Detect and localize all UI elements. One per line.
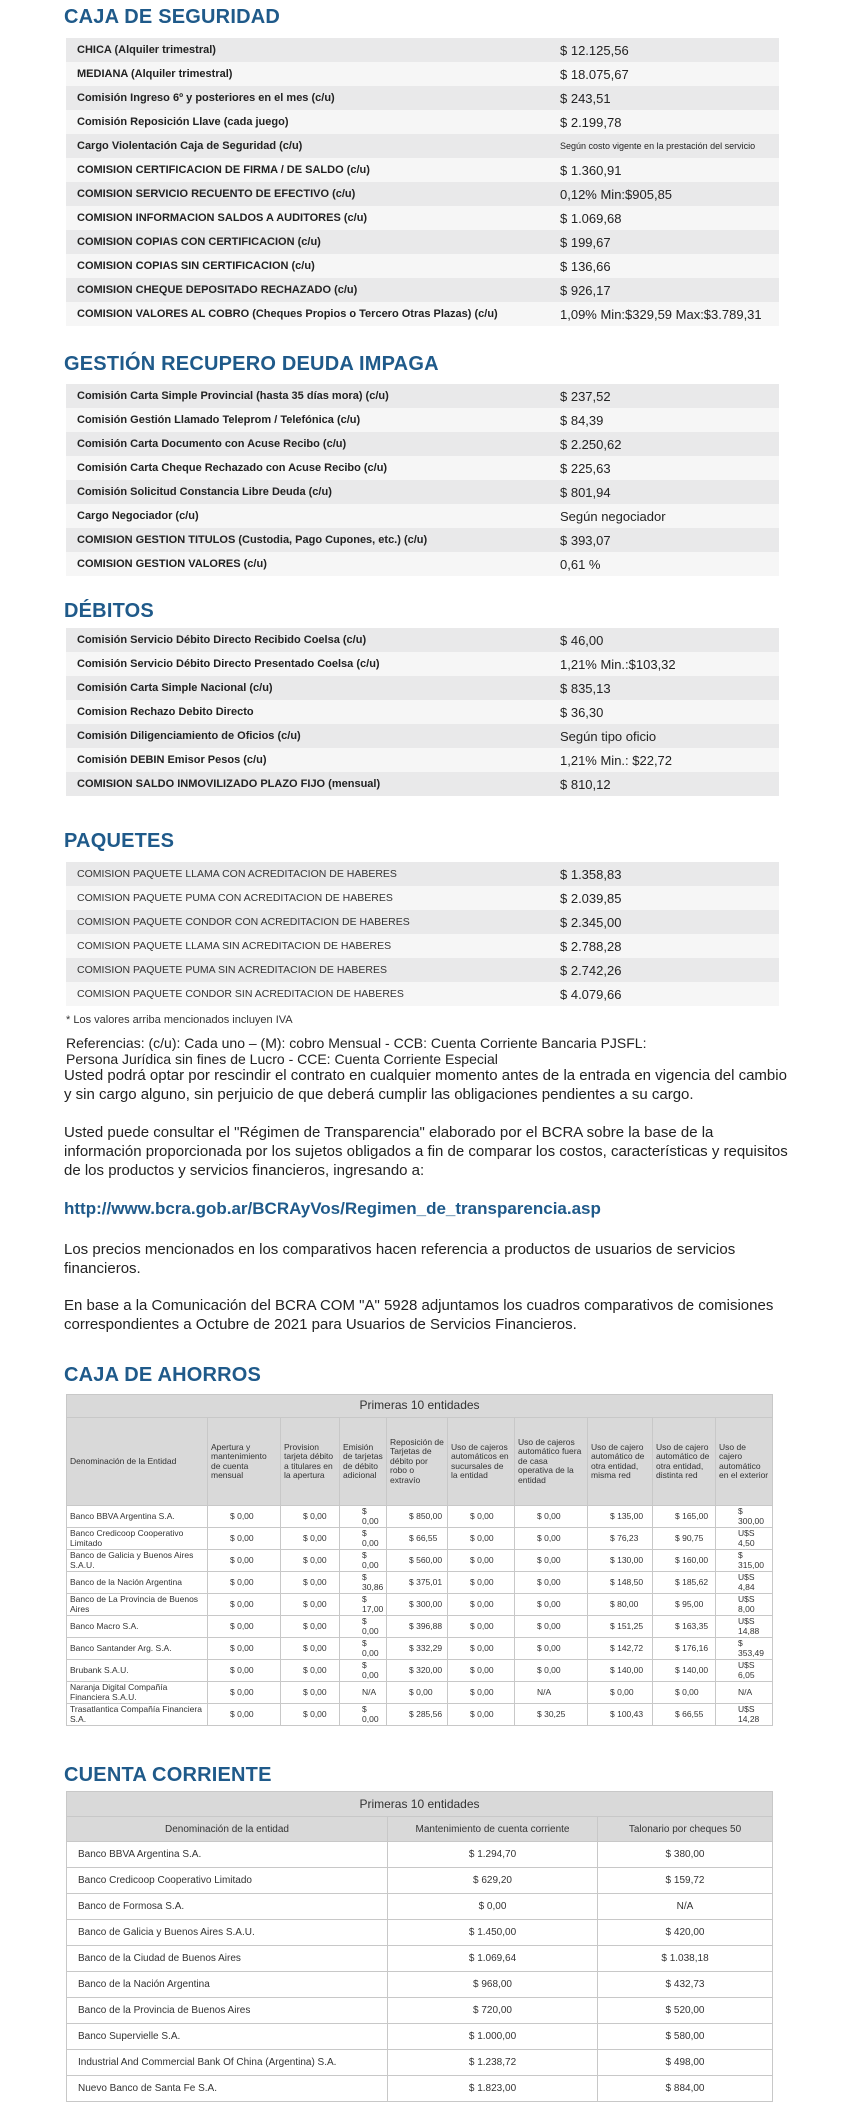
entity-name: Banco de Formosa S.A. — [67, 1894, 388, 1920]
table-cell: $ 0,00 — [340, 1506, 387, 1528]
table-cell: $ 968,00 — [388, 1972, 598, 1998]
fee-label: CHICA (Alquiler trimestral) — [66, 38, 549, 62]
fee-row — [66, 158, 779, 182]
table-cell: $ 0,00 — [281, 1660, 340, 1682]
fee-value: $ 926,17 — [549, 278, 779, 302]
column-header: Uso de cajeros automáticos en sucursales de la entidad — [448, 1418, 515, 1506]
fee-value: $ 2.345,00 — [549, 910, 779, 934]
table-cell: $ 520,00 — [598, 1998, 773, 2024]
fee-label: MEDIANA (Alquiler trimestral) — [66, 62, 549, 86]
table-cell: $ 100,43 — [588, 1704, 653, 1726]
table-cell: $ 135,00 — [588, 1506, 653, 1528]
table-cell: $ 0,00 — [588, 1682, 653, 1704]
table-cell: $ 95,00 — [653, 1594, 716, 1616]
fee-label: Comisión Carta Simple Nacional (c/u) — [66, 676, 549, 700]
entity-name: Banco de la Nación Argentina — [67, 1572, 208, 1594]
fee-label: COMISION PAQUETE PUMA CON ACREDITACION DE HABERES — [66, 886, 549, 910]
table-row — [67, 1972, 773, 1998]
table-cell: N/A — [716, 1682, 773, 1704]
fee-label: Comisión Servicio Débito Directo Presentado Coelsa (c/u) — [66, 652, 549, 676]
fee-label: Cargo Negociador (c/u) — [66, 504, 549, 528]
table-cell: $ 629,20 — [388, 1868, 598, 1894]
bcra-link[interactable]: http://www.bcra.gob.ar/BCRAyVos/Regimen_de_transparencia.asp — [64, 1199, 601, 1218]
fee-value: $ 18.075,67 — [549, 62, 779, 86]
section-title-gestion-recupero: GESTIÓN RECUPERO DEUDA IMPAGA — [64, 353, 439, 375]
table-cell: $ 160,00 — [653, 1550, 716, 1572]
entity-name: Banco de la Nación Argentina — [67, 1972, 388, 1998]
table-cell: $ 0,00 — [388, 1894, 598, 1920]
debitos-table — [66, 628, 779, 796]
table-cell: $ 0,00 — [515, 1550, 588, 1572]
fee-row — [66, 552, 779, 576]
section-title-caja-seguridad: CAJA DE SEGURIDAD — [64, 6, 281, 28]
table-cell: $ 0,00 — [208, 1682, 281, 1704]
table-cell: $ 300,00 — [387, 1594, 448, 1616]
fee-row — [66, 958, 779, 982]
column-header: Provision tarjeta débito a titulares en la apertura — [281, 1418, 340, 1506]
entity-name: Naranja Digital Compañía Financiera S.A.U. — [67, 1682, 208, 1704]
table-row — [67, 1946, 773, 1972]
table-cell: $ 0,00 — [208, 1704, 281, 1726]
fee-value: $ 2.039,85 — [549, 886, 779, 910]
table-row — [67, 2076, 773, 2102]
table-row — [67, 1638, 773, 1660]
table-cell: $ 0,00 — [208, 1594, 281, 1616]
column-header: Denominación de la Entidad — [67, 1418, 208, 1506]
table-cell: $ 0,00 — [340, 1528, 387, 1550]
fee-value: $ 243,51 — [549, 86, 779, 110]
fee-value: Según negociador — [549, 504, 779, 528]
table-row — [67, 1572, 773, 1594]
table-cell: $ 30,25 — [515, 1704, 588, 1726]
table-cell: $ 0,00 — [515, 1528, 588, 1550]
fee-row — [66, 86, 779, 110]
fee-label: COMISION PAQUETE LLAMA SIN ACREDITACION DE HABERES — [66, 934, 549, 958]
fee-label: Comisión DEBIN Emisor Pesos (c/u) — [66, 748, 549, 772]
fee-label: COMISION CHEQUE DEPOSITADO RECHAZADO (c/u) — [66, 278, 549, 302]
table-cell: $ 0,00 — [387, 1682, 448, 1704]
caja-seguridad-table — [66, 38, 779, 326]
fee-label: Comisión Reposición Llave (cada juego) — [66, 110, 549, 134]
table-cell: $ 300,00 — [716, 1506, 773, 1528]
section-title-debitos: DÉBITOS — [64, 600, 154, 622]
column-header: Uso de cajeros automático fuera de casa operativa de la entidad — [515, 1418, 588, 1506]
caja-ahorros-table — [66, 1394, 773, 1726]
table-row — [67, 1682, 773, 1704]
table-cell: $ 720,00 — [388, 1998, 598, 2024]
table-cell: $ 0,00 — [208, 1550, 281, 1572]
table-cell: $ 0,00 — [515, 1506, 588, 1528]
table-cell: $ 432,73 — [598, 1972, 773, 1998]
table-cell: $ 285,56 — [387, 1704, 448, 1726]
fee-label: Comisión Solicitud Constancia Libre Deuda (c/u) — [66, 480, 549, 504]
section-title-paquetes: PAQUETES — [64, 830, 175, 852]
column-header: Apertura y mantenimiento de cuenta mensual — [208, 1418, 281, 1506]
entity-name: Banco de la Ciudad de Buenos Aires — [67, 1946, 388, 1972]
entity-name: Banco Credicoop Cooperativo Limitado — [67, 1868, 388, 1894]
table-cell: $ 0,00 — [281, 1572, 340, 1594]
table-cell: $ 140,00 — [588, 1660, 653, 1682]
fee-row — [66, 700, 779, 724]
fee-row — [66, 628, 779, 652]
table-row — [67, 1594, 773, 1616]
paragraph-rescindir: Usted podrá optar por rescindir el contrato en cualquier momento antes de la entrada en vigencia del cambio y sin cargo alguno, sin perjuicio de que deberá cumplir las obligaciones pendientes a su cargo. — [64, 1067, 787, 1103]
column-header: Reposición de Tarjetas de débito por robo o extravío — [387, 1418, 448, 1506]
table-cell: $ 0,00 — [340, 1550, 387, 1572]
table-cell: $ 159,72 — [598, 1868, 773, 1894]
fee-label: COMISION PAQUETE CONDOR CON ACREDITACION DE HABERES — [66, 910, 549, 934]
fee-label: COMISION PAQUETE CONDOR SIN ACREDITACION DE HABERES — [66, 982, 549, 1006]
column-header: Uso de cajero automático de otra entidad, distinta red — [653, 1418, 716, 1506]
fee-label: COMISION INFORMACION SALDOS A AUDITORES (c/u) — [66, 206, 549, 230]
fee-label: COMISION GESTION VALORES (c/u) — [66, 552, 549, 576]
fee-label: COMISION SERVICIO RECUENTO DE EFECTIVO (c/u) — [66, 182, 549, 206]
fee-value: $ 46,00 — [549, 628, 779, 652]
fee-label: Comisión Ingreso 6º y posteriores en el mes (c/u) — [66, 86, 549, 110]
table-cell: $ 396,88 — [387, 1616, 448, 1638]
fee-value: $ 2.788,28 — [549, 934, 779, 958]
fee-value: Según costo vigente en la prestación del servicio — [549, 134, 779, 158]
fee-row — [66, 724, 779, 748]
entity-name: Trasatlantica Compañía Financiera S.A. — [67, 1704, 208, 1726]
fee-row — [66, 676, 779, 700]
table-cell: $ 0,00 — [281, 1682, 340, 1704]
table-row — [67, 1660, 773, 1682]
paquetes-table — [66, 862, 779, 1006]
entity-name: Brubank S.A.U. — [67, 1660, 208, 1682]
table-cell: $ 0,00 — [515, 1660, 588, 1682]
table-row — [67, 1704, 773, 1726]
table-cell: $ 0,00 — [281, 1704, 340, 1726]
fee-row — [66, 432, 779, 456]
table-cell: $ 0,00 — [281, 1638, 340, 1660]
fee-value: $ 801,94 — [549, 480, 779, 504]
table-cell: $ 0,00 — [515, 1572, 588, 1594]
fee-label: COMISION COPIAS SIN CERTIFICACION (c/u) — [66, 254, 549, 278]
fee-label: COMISION GESTION TITULOS (Custodia, Pago Cupones, etc.) (c/u) — [66, 528, 549, 552]
fee-value: $ 835,13 — [549, 676, 779, 700]
fee-row — [66, 528, 779, 552]
fee-row — [66, 862, 779, 886]
table-cell: $ 1.450,00 — [388, 1920, 598, 1946]
fee-label: Cargo Violentación Caja de Seguridad (c/u) — [66, 134, 549, 158]
cuenta-corriente-table — [66, 1791, 773, 2102]
table-cell: $ 0,00 — [653, 1682, 716, 1704]
table-row — [67, 2024, 773, 2050]
table-row — [67, 1528, 773, 1550]
entity-name: Banco BBVA Argentina S.A. — [67, 1842, 388, 1868]
table-row — [67, 1550, 773, 1572]
fee-label: Comisión Gestión Llamado Teleprom / Telefónica (c/u) — [66, 408, 549, 432]
fee-row — [66, 62, 779, 86]
fee-label: Comisión Carta Documento con Acuse Recibo (c/u) — [66, 432, 549, 456]
fee-row — [66, 772, 779, 796]
table-cell: $ 380,00 — [598, 1842, 773, 1868]
table-cell: $ 580,00 — [598, 2024, 773, 2050]
fee-label: Comisión Servicio Débito Directo Recibido Coelsa (c/u) — [66, 628, 549, 652]
fee-label: COMISION SALDO INMOVILIZADO PLAZO FIJO (mensual) — [66, 772, 549, 796]
table-cell: $ 0,00 — [448, 1682, 515, 1704]
table-cell: $ 0,00 — [281, 1616, 340, 1638]
fee-label: COMISION CERTIFICACION DE FIRMA / DE SALDO (c/u) — [66, 158, 549, 182]
cuenta-corriente-group-header: Primeras 10 entidades — [67, 1792, 773, 1817]
fee-value: 1,21% Min.: $22,72 — [549, 748, 779, 772]
fee-value: 1,09% Min:$329,59 Max:$3.789,31 — [549, 302, 779, 326]
table-cell: N/A — [515, 1682, 588, 1704]
table-cell: U$S 6,05 — [716, 1660, 773, 1682]
fee-row — [66, 384, 779, 408]
fee-value: $ 84,39 — [549, 408, 779, 432]
fee-row — [66, 134, 779, 158]
column-header: Talonario por cheques 50 — [598, 1817, 773, 1842]
table-cell: $ 66,55 — [387, 1528, 448, 1550]
table-cell: N/A — [340, 1682, 387, 1704]
fee-row — [66, 910, 779, 934]
fee-value: $ 36,30 — [549, 700, 779, 724]
table-cell: $ 560,00 — [387, 1550, 448, 1572]
fee-row — [66, 934, 779, 958]
table-cell: $ 0,00 — [208, 1572, 281, 1594]
table-row — [67, 1998, 773, 2024]
caja-ahorros-group-header: Primeras 10 entidades — [67, 1395, 773, 1418]
fee-value: $ 237,52 — [549, 384, 779, 408]
table-cell: $ 176,16 — [653, 1638, 716, 1660]
column-header: Denominación de la entidad — [67, 1817, 388, 1842]
fee-value: $ 1.358,83 — [549, 862, 779, 886]
table-row — [67, 1868, 773, 1894]
table-cell: $ 0,00 — [281, 1528, 340, 1550]
table-cell: $ 0,00 — [448, 1550, 515, 1572]
table-cell: $ 0,00 — [208, 1528, 281, 1550]
fee-row — [66, 230, 779, 254]
table-cell: $ 315,00 — [716, 1550, 773, 1572]
table-cell: $ 0,00 — [448, 1616, 515, 1638]
table-cell: $ 17,00 — [340, 1594, 387, 1616]
table-cell: $ 1.823,00 — [388, 2076, 598, 2102]
fee-row — [66, 254, 779, 278]
table-cell: N/A — [598, 1894, 773, 1920]
section-title-caja-ahorros: CAJA DE AHORROS — [64, 1364, 262, 1386]
table-cell: U$S 14,88 — [716, 1616, 773, 1638]
fee-value: $ 12.125,56 — [549, 38, 779, 62]
table-cell: $ 0,00 — [448, 1704, 515, 1726]
table-cell: $ 0,00 — [448, 1660, 515, 1682]
fee-row — [66, 886, 779, 910]
table-cell: $ 498,00 — [598, 2050, 773, 2076]
fee-row — [66, 278, 779, 302]
entity-name: Nuevo Banco de Santa Fe S.A. — [67, 2076, 388, 2102]
table-cell: $ 140,00 — [653, 1660, 716, 1682]
table-cell: $ 185,62 — [653, 1572, 716, 1594]
fee-row — [66, 480, 779, 504]
table-cell: $ 0,00 — [340, 1660, 387, 1682]
gestion-recupero-table — [66, 384, 779, 576]
fee-row — [66, 182, 779, 206]
fee-value: $ 225,63 — [549, 456, 779, 480]
table-row — [67, 1920, 773, 1946]
entity-name: Banco Supervielle S.A. — [67, 2024, 388, 2050]
fee-row — [66, 408, 779, 432]
table-row — [67, 1894, 773, 1920]
table-cell: $ 0,00 — [515, 1638, 588, 1660]
fee-value: $ 136,66 — [549, 254, 779, 278]
fee-label: COMISION COPIAS CON CERTIFICACION (c/u) — [66, 230, 549, 254]
paragraph-comunicacion: En base a la Comunicación del BCRA COM "A" 5928 adjuntamos los cuadros comparativos de comisiones correspondientes a Octubre de 2021 para Usuarios de Servicios Financieros. — [64, 1297, 774, 1333]
fee-value: 0,12% Min:$905,85 — [549, 182, 779, 206]
table-cell: $ 1.294,70 — [388, 1842, 598, 1868]
fee-label: Comisión Carta Cheque Rechazado con Acuse Recibo (c/u) — [66, 456, 549, 480]
fee-value: Según tipo oficio — [549, 724, 779, 748]
table-cell: $ 0,00 — [208, 1660, 281, 1682]
fee-value: $ 2.199,78 — [549, 110, 779, 134]
table-cell: $ 165,00 — [653, 1506, 716, 1528]
fee-value: $ 1.069,68 — [549, 206, 779, 230]
fee-value: $ 1.360,91 — [549, 158, 779, 182]
fee-label: COMISION PAQUETE LLAMA CON ACREDITACION DE HABERES — [66, 862, 549, 886]
column-header: Emisión de tarjetas de débito adicional — [340, 1418, 387, 1506]
fee-row — [66, 748, 779, 772]
fee-label: COMISION PAQUETE PUMA SIN ACREDITACION DE HABERES — [66, 958, 549, 982]
table-cell: $ 884,00 — [598, 2076, 773, 2102]
column-header: Uso de cajero automático de otra entidad, misma red — [588, 1418, 653, 1506]
table-cell: $ 0,00 — [208, 1638, 281, 1660]
fee-label: Comisión Diligenciamiento de Oficios (c/u) — [66, 724, 549, 748]
fee-row — [66, 302, 779, 326]
entity-name: Banco de Galicia y Buenos Aires S.A.U. — [67, 1920, 388, 1946]
fee-label: Comision Rechazo Debito Directo — [66, 700, 549, 724]
table-cell: $ 0,00 — [281, 1550, 340, 1572]
table-cell: $ 80,00 — [588, 1594, 653, 1616]
table-cell: $ 30,86 — [340, 1572, 387, 1594]
fee-label: COMISION VALORES AL COBRO (Cheques Propios o Tercero Otras Plazas) (c/u) — [66, 302, 549, 326]
table-cell: $ 151,25 — [588, 1616, 653, 1638]
table-cell: $ 0,00 — [281, 1506, 340, 1528]
table-cell: $ 1.069,64 — [388, 1946, 598, 1972]
fee-row — [66, 504, 779, 528]
table-row — [67, 2050, 773, 2076]
entity-name: Banco Macro S.A. — [67, 1616, 208, 1638]
table-row — [67, 1842, 773, 1868]
fee-row — [66, 206, 779, 230]
table-cell: $ 163,35 — [653, 1616, 716, 1638]
table-row — [67, 1616, 773, 1638]
table-cell: $ 0,00 — [340, 1638, 387, 1660]
table-cell: $ 66,55 — [653, 1704, 716, 1726]
iva-note: * Los valores arriba mencionados incluyen IVA — [66, 1014, 293, 1026]
table-cell: $ 1.000,00 — [388, 2024, 598, 2050]
fee-value: $ 2.250,62 — [549, 432, 779, 456]
table-cell: $ 0,00 — [448, 1528, 515, 1550]
table-cell: $ 0,00 — [208, 1506, 281, 1528]
table-cell: $ 420,00 — [598, 1920, 773, 1946]
paragraph-transparencia: Usted puede consultar el "Régimen de Transparencia" elaborado por el BCRA sobre la base de la información proporcionada por los sujetos obligados a fin de comparar los costos, características y requisitos de los productos y servicios financieros, ingresando a: — [64, 1124, 788, 1179]
table-cell: $ 0,00 — [281, 1594, 340, 1616]
paragraph-precios: Los precios mencionados en los comparativos hacen referencia a productos de usuarios de servicios financieros. — [64, 1241, 736, 1277]
table-cell: $ 353,49 — [716, 1638, 773, 1660]
table-cell: U$S 4,84 — [716, 1572, 773, 1594]
table-cell: $ 320,00 — [387, 1660, 448, 1682]
fee-row — [66, 652, 779, 676]
table-cell: $ 0,00 — [515, 1594, 588, 1616]
fee-row — [66, 38, 779, 62]
table-cell: $ 0,00 — [515, 1616, 588, 1638]
entity-name: Industrial And Commercial Bank Of China (Argentina) S.A. — [67, 2050, 388, 2076]
fee-value: 0,61 % — [549, 552, 779, 576]
fee-label: Comisión Carta Simple Provincial (hasta 35 días mora) (c/u) — [66, 384, 549, 408]
table-cell: $ 0,00 — [448, 1638, 515, 1660]
entity-name: Banco de Galicia y Buenos Aires S.A.U. — [67, 1550, 208, 1572]
fee-row — [66, 456, 779, 480]
references-line-2: Persona Jurídica sin fines de Lucro - CCE: Cuenta Corriente Especial — [66, 1051, 498, 1067]
references-line-1: Referencias: (c/u): Cada uno – (M): cobro Mensual - CCB: Cuenta Corriente Bancaria PJSFL: — [66, 1035, 647, 1051]
table-cell: $ 375,01 — [387, 1572, 448, 1594]
table-cell: $ 0,00 — [448, 1506, 515, 1528]
fee-row — [66, 982, 779, 1006]
table-cell: $ 148,50 — [588, 1572, 653, 1594]
fee-value: 1,21% Min.:$103,32 — [549, 652, 779, 676]
table-cell: $ 142,72 — [588, 1638, 653, 1660]
table-cell: U$S 14,28 — [716, 1704, 773, 1726]
table-cell: $ 0,00 — [208, 1616, 281, 1638]
fee-value: $ 2.742,26 — [549, 958, 779, 982]
column-header: Uso de cajero automático en el exterior — [716, 1418, 773, 1506]
table-cell: $ 90,75 — [653, 1528, 716, 1550]
table-cell: $ 1.038,18 — [598, 1946, 773, 1972]
table-cell: $ 0,00 — [340, 1704, 387, 1726]
table-cell: $ 1.238,72 — [388, 2050, 598, 2076]
fee-value: $ 199,67 — [549, 230, 779, 254]
table-cell: U$S 8,00 — [716, 1594, 773, 1616]
table-cell: $ 850,00 — [387, 1506, 448, 1528]
fee-value: $ 393,07 — [549, 528, 779, 552]
entity-name: Banco de La Provincia de Buenos Aires — [67, 1594, 208, 1616]
fee-row — [66, 110, 779, 134]
table-cell: $ 0,00 — [448, 1572, 515, 1594]
table-cell: $ 332,29 — [387, 1638, 448, 1660]
entity-name: Banco Santander Arg. S.A. — [67, 1638, 208, 1660]
entity-name: Banco BBVA Argentina S.A. — [67, 1506, 208, 1528]
table-cell: $ 76,23 — [588, 1528, 653, 1550]
table-cell: $ 0,00 — [448, 1594, 515, 1616]
column-header: Mantenimiento de cuenta corriente — [388, 1817, 598, 1842]
fee-value: $ 810,12 — [549, 772, 779, 796]
fee-value: $ 4.079,66 — [549, 982, 779, 1006]
table-cell: $ 130,00 — [588, 1550, 653, 1572]
section-title-cuenta-corriente: CUENTA CORRIENTE — [64, 1764, 272, 1786]
table-cell: U$S 4,50 — [716, 1528, 773, 1550]
entity-name: Banco Credicoop Cooperativo Limitado — [67, 1528, 208, 1550]
table-row — [67, 1506, 773, 1528]
entity-name: Banco de la Provincia de Buenos Aires — [67, 1998, 388, 2024]
table-cell: $ 0,00 — [340, 1616, 387, 1638]
